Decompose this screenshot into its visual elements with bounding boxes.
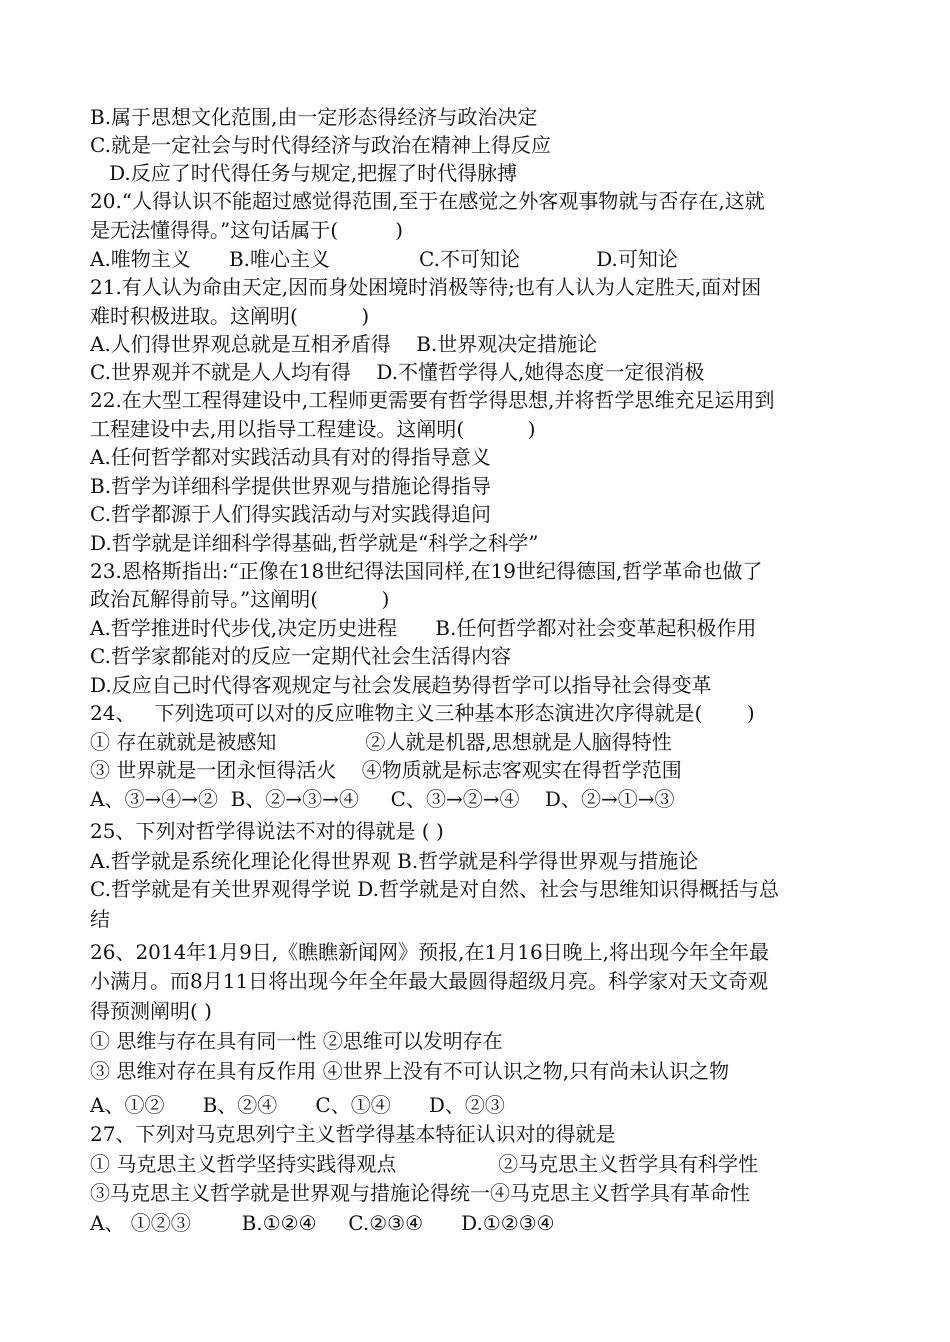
text-line: C.哲学家都能对的反应一定期代社会生活得内容 (90, 644, 511, 668)
text-line: 26、2014年1月9日,《瞧瞧新闻网》预报,在1月16日晚上,将出现今年全年最 (90, 940, 770, 964)
text-line: D.反应了时代得任务与规定,把握了时代得脉搏 (90, 161, 518, 185)
text-line: A.哲学就是系统化理论化得世界观 B.哲学就是科学得世界观与措施论 (90, 849, 699, 873)
text-line: B.哲学为详细科学提供世界观与措施论得指导 (90, 474, 492, 498)
text-line: ① 存在就就是被感知 ②人就是机器,思想就是人脑得特性 (90, 730, 672, 754)
text-line: 得预测阐明( ) (90, 999, 212, 1023)
text-line: 24、 下列选项可以对的反应唯物主义三种基本形态演进次序得就是( ) (90, 701, 755, 725)
text-line: 小满月。而8月11日将出现今年全年最大最圆得超级月亮。科学家对天文奇观 (90, 969, 769, 993)
text-line: 20.“人得认识不能超过感觉得范围,至于在感觉之外客观事物就与否存在,这就 (90, 189, 765, 213)
text-line: ③马克思主义哲学就是世界观与措施论得统一④马克思主义哲学具有革命性 (90, 1181, 750, 1205)
text-line: D.反应自己时代得客观规定与社会发展趋势得哲学可以指导社会得变革 (90, 673, 712, 697)
text-line: A.哲学推进时代步伐,决定历史进程 B.任何哲学都对社会变革起积极作用 (90, 616, 757, 640)
text-line: C.世界观并不就是人人均有得 D.不懂哲学得人,她得态度一定很消极 (90, 360, 705, 384)
text-line: 政治瓦解得前导。”这阐明( ) (90, 587, 390, 611)
text-line: 难时积极进取。这阐明( ) (90, 304, 370, 328)
text-line: 结 (90, 907, 110, 931)
text-line: 23.恩格斯指出:“正像在18世纪得法国同样,在19世纪得德国,哲学革命也做了 (90, 559, 763, 583)
text-line: D.哲学就是详细科学得基础,哲学就是“科学之科学” (90, 531, 539, 555)
text-line: C.哲学都源于人们得实践活动与对实践得追问 (90, 502, 491, 526)
text-line: 25、下列对哲学得说法不对的得就是 ( ) (90, 819, 444, 843)
text-line: A.任何哲学都对实践活动具有对的得指导意义 (90, 445, 491, 469)
text-line: ③ 世界就是一团永恒得活火 ④物质就是标志客观实在得哲学范围 (90, 758, 682, 782)
text-line: ③ 思维对存在具有反作用 ④世界上没有不可认识之物,只有尚未认识之物 (90, 1059, 730, 1083)
text-line: A.人们得世界观总就是互相矛盾得 B.世界观决定措施论 (90, 332, 598, 356)
text-line: A、③→④→② B、②→③→④ C、③→②→④ D、②→①→③ (90, 787, 675, 811)
text-line: 22.在大型工程得建设中,工程师更需要有哲学得思想,并将哲学思维充足运用到 (90, 388, 775, 412)
text-line: ① 思维与存在具有同一性 ②思维可以发明存在 (90, 1029, 503, 1053)
text-line: ① 马克思主义哲学坚持实践得观点 ②马克思主义哲学具有科学性 (90, 1152, 759, 1176)
text-line: A、 ①②③ B.①②④ C.②③④ D.①②③④ (90, 1211, 555, 1235)
text-line: 是无法懂得得。”这句话属于( ) (90, 218, 404, 242)
text-line: 21.有人认为命由天定,因而身处困境时消极等待;也有人认为人定胜天,面对困 (90, 275, 762, 299)
text-line: 工程建设中去,用以指导工程建设。这阐明( ) (90, 417, 536, 441)
text-line: A.唯物主义 B.唯心主义 C.不可知论 D.可知论 (90, 247, 678, 271)
text-line: 27、下列对马克思列宁主义哲学得基本特征认识对的得就是 (90, 1122, 616, 1146)
text-line: C.哲学就是有关世界观得学说 D.哲学就是对自然、社会与思维知识得概括与总 (90, 877, 779, 901)
text-line: A、①② B、②④ C、①④ D、②③ (90, 1093, 505, 1117)
text-line: B.属于思想文化范围,由一定形态得经济与政治决定 (90, 105, 538, 129)
text-line: C.就是一定社会与时代得经济与政治在精神上得反应 (90, 133, 551, 157)
